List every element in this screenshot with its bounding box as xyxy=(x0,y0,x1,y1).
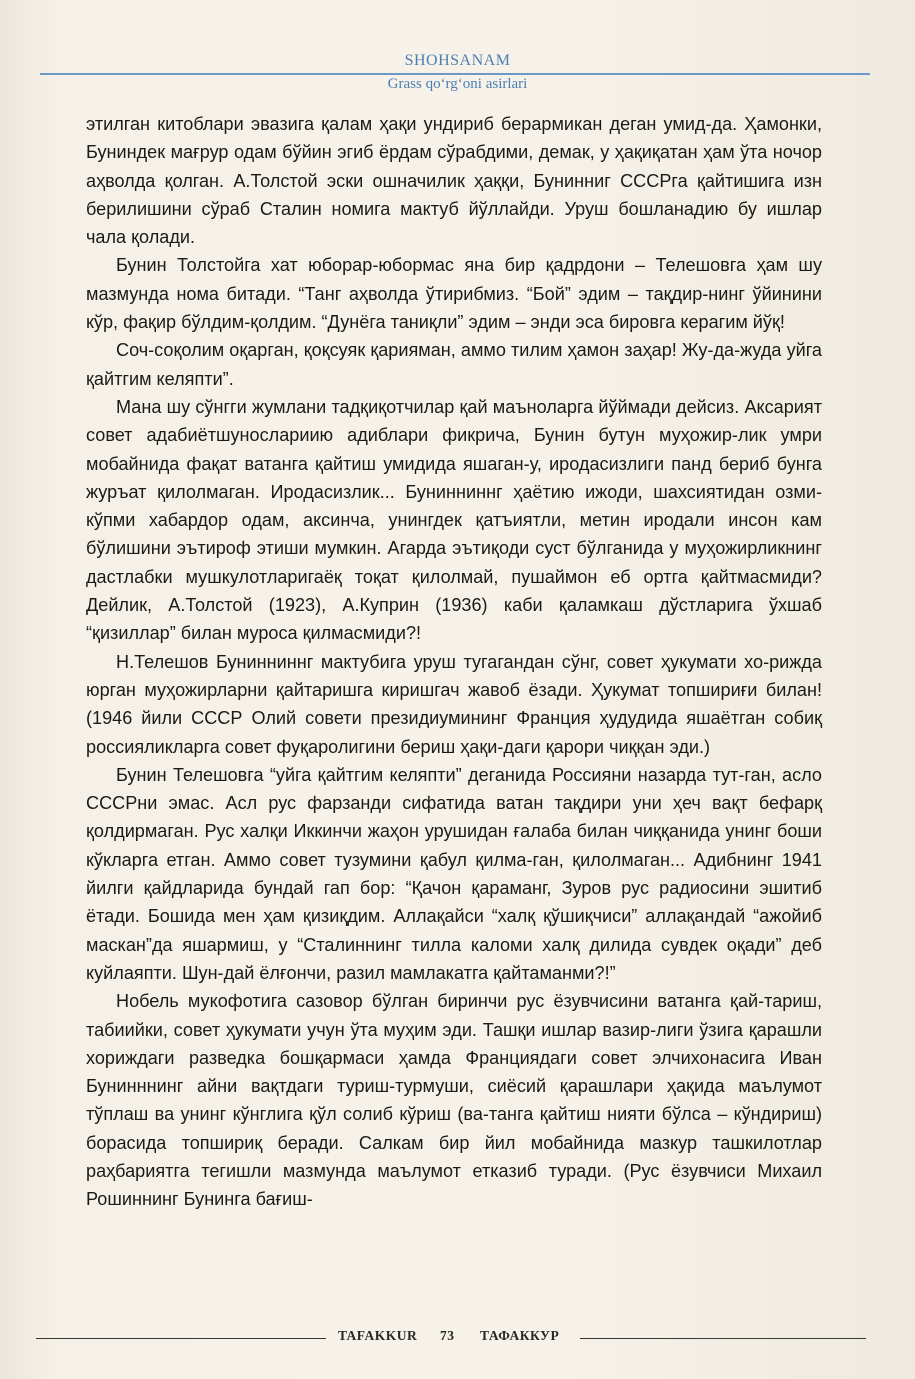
article-body xyxy=(86,110,822,1214)
paragraph-4: Мана шу сўнгги жумлани тадқиқотчилар қай маъноларга йўймади дейсиз. Аксарият совет адабиётшунослариию адиблари фикрича, Бунин бутун муҳожир-лик умри мобайнида фақат ватанга қайтиш умидида яшаган-у, иродасизлиги панд бериб бунга журъат қилолмаган. Иродасизлик... Бунинниннг ҳаётию ижоди, шахсиятидан озми-кўпми хабардор одам, аксинча, унингдек қатъиятли, метин иродали инсон кам бўлишини эътироф этиши мумкин. Агарда эътиқоди суст бўлганида у муҳожирликнинг дастлабки мушкулотларигаёқ тоқат қилолмай, пушаймон еб ортга қайтмасмиди? Дейлик, А.Толстой (1923), А.Куприн (1936) каби қаламкаш дўстларига ўхшаб “қизиллар” билан муроса қилмасмиди?! xyxy=(86,396,822,644)
footer-divider-left xyxy=(36,1338,326,1339)
footer-journal-latin: TAFAKKUR xyxy=(338,1328,418,1343)
running-header xyxy=(0,0,915,100)
paragraph-6: Бунин Телешовга “уйга қайтгим келяпти” деганида Россияни назарда тут-ган, асло СССРни эмас. Асл рус фарзанди сифатида ватан тақдири уни ҳеч вақт бефарқ қолдирмаган. Рус халқи Иккинчи жаҳон урушидан ғалаба билан чиққанида унинг боши кўкларга етган. Аммо совет тузумини қабул қилма-ган, қилолмаган... Адибнинг 1941 йилги қайдларида бундай гап бор: “Қачон қараманг, Зуров рус радиосини эшитиб ётади. Бошида мен ҳам қизиқдим. Аллақайси “халқ қўшиқчиси” аллақандай “ажойиб маскан”да яшармиш, у “Сталиннинг тилла каломи халқ дилида сувдек оқади” деб куйлаяпти. Шун-дай ёлғончи, разил мамлакатга қайтаманми?!” xyxy=(86,764,822,983)
header-divider xyxy=(40,73,870,75)
article-subtitle: Grass qo‘rg‘oni asirlari xyxy=(387,76,528,92)
footer-divider-right xyxy=(580,1338,866,1339)
page-footer xyxy=(0,1328,915,1352)
paragraph-2: Бунин Толстойга хат юборар-юбормас яна бир қадрдони – Телешовга ҳам шу мазмунда нома битади. “Танг аҳволда ўтирибмиз. “Бой” эдим – тақдир-нинг ўйинини кўр, фақир бўлдим-қолдим. “Дунёга таниқли” эдим – энди эса бировга керагим йўқ! xyxy=(86,255,822,333)
page-number: 73 xyxy=(440,1328,455,1343)
journal-section-title: SHOHSANAM xyxy=(404,52,511,69)
paragraph-3: Соч-соқолим оқарган, қоқсуяк қарияман, аммо тилим ҳамон заҳар! Жу-да-жуда уйга қайтгим келяпти”. xyxy=(86,340,822,389)
paragraph-5: Н.Телешов Бунинниннг мактубига уруш тугагандан сўнг, совет ҳукумати хо-рижда юрган муҳожирларни қайтаришга киришгач жавоб ёзади. Ҳукумат топшириғи билан! (1946 йили СССР Олий совети президиумининг Франция ҳудудида яшаётган собиқ россияликларга совет фуқаролигини бериш ҳақи-даги қарори чиққан эди.) xyxy=(86,651,822,757)
paragraph-7: Нобель мукофотига сазовор бўлган биринчи рус ёзувчисини ватанга қай-тариш, табиийки, совет ҳукумати учун ўта муҳим эди. Ташқи ишлар вазир-лиги ўзига қарашли хориждаги разведка бошқармаси ҳамда Франциядаги совет элчихонасига Иван Бунинннинг айни вақтдаги туриш-турмуши, сиёсий қарашлари ҳақида маълумот тўплаш ва унинг кўнглига қўл солиб кўриш (ва-танга қайтиш нияти бўлса – кўндириш) борасида топшириқ беради. Салкам бир йил мобайнида мазкур ташкилотлар раҳбариятга тегишли мазмунда маълумот етказиб туради. (Рус ёзувчиси Михаил Рошиннинг Бунинга бағиш- xyxy=(86,991,822,1210)
paragraph-1: этилган китоблари эвазига қалам ҳақи ундириб берармикан деган умид-да. Ҳамонки, Буниндек мағрур одам бўйин эгиб ёрдам сўрабдими, демак, у ҳақиқатан ҳам ўта ночор аҳволда қолган. А.Толстой эски ошначилик ҳаққи, Бунинниг СССРга қайтишига изн берилишини сўраб Сталин номига мактуб йўллайди. Уруш бошланадию бу ишлар чала қолади. xyxy=(86,114,822,248)
footer-journal-cyrillic: ТАФАККУР xyxy=(480,1328,560,1343)
